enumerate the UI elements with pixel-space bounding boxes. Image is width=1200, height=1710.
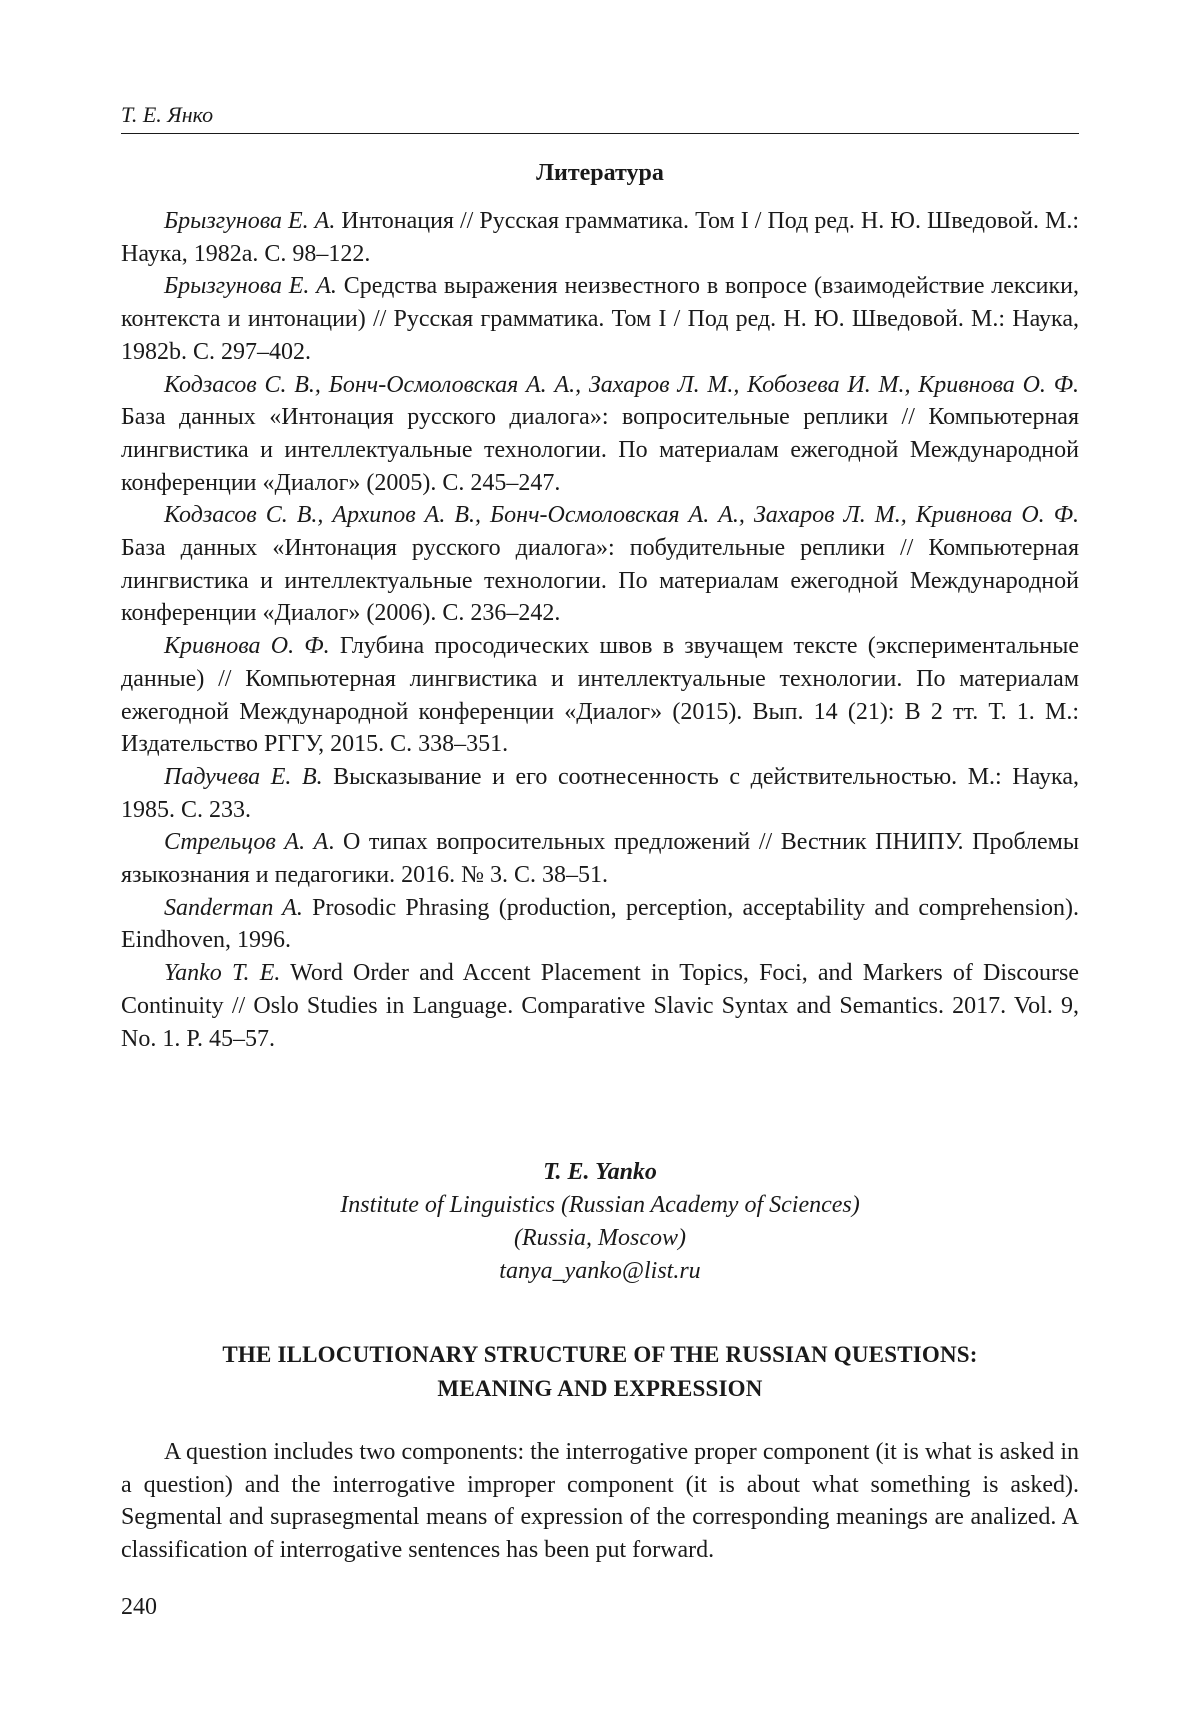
- reference-item: [121, 499, 1079, 630]
- reference-authors: Sanderman A.: [164, 894, 303, 921]
- reference-authors: Брызгунова Е. А.: [164, 273, 337, 300]
- reference-text: Интонация // Русская грамматика. Том I / Под ред. Н. Ю. Шведовой. М.: Наука, 1982a. С. 98–122.: [121, 208, 1079, 267]
- reference-authors: Кодзасов С. В., Архипов А. В., Бонч-Осмоловская А. А., Захаров Л. М., Кривнова О. Ф.: [164, 502, 1079, 529]
- page-number: 240: [121, 1594, 157, 1620]
- reference-text: Средства выражения неизвестного в вопросе (взаимодействие лексики, контекста и интонации) // Русская грамматика. Том I / Под ред. Н. Ю. Шведовой. М.: Наука, 1982b. С. 297–402.: [121, 273, 1079, 365]
- reference-item: [121, 205, 1079, 270]
- paper-title-line-1: THE ILLOCUTIONARY STRUCTURE OF THE RUSSIAN QUESTIONS:: [222, 1342, 978, 1367]
- reference-text: . О типах вопросительных предложений // Вестник ПНИПУ. Проблемы языкознания и педагогики. 2016. № 3. С. 38–51.: [121, 829, 1079, 889]
- abstract: A question includes two components: the interrogative proper component (it is what is asked in a question) and the interrogative improper component (it is about what something is asked). Segmental and suprasegmental means of expression of the corresponding meanings are analized. A classification of interrogative sentences has been put forward.: [121, 1439, 1079, 1564]
- author-block: [121, 1156, 1079, 1288]
- paper-title-line-2: MEANING AND EXPRESSION: [437, 1376, 763, 1401]
- reference-text: Prosodic Phrasing (production, perception, acceptability and comprehension). Eindhoven, 1996.: [121, 894, 1079, 954]
- reference-item: [121, 270, 1079, 368]
- author-location: (Russia, Moscow): [514, 1225, 686, 1251]
- reference-authors: Кодзасов С. В., Бонч-Осмоловская А. А., Захаров Л. М., Кобозева И. М., Кривнова О. Ф.: [164, 371, 1079, 398]
- reference-authors: Кривнова О. Ф.: [164, 633, 330, 660]
- reference-authors: Yanko T. E.: [164, 960, 281, 987]
- reference-item: [121, 826, 1079, 891]
- running-head: Т. Е. Янко: [121, 102, 214, 127]
- reference-item: [121, 369, 1079, 500]
- reference-text: База данных «Интонация русского диалога»: вопросительные реплики // Компьютерная лингвистика и интеллектуальные технологии. По материалам ежегодной Международной конференции «Диалог» (2005). С. 245–247.: [121, 404, 1079, 496]
- references-list: [121, 205, 1079, 1055]
- reference-item: [121, 892, 1079, 957]
- author-name: T. E. Yanko: [543, 1159, 657, 1185]
- reference-item: [121, 957, 1079, 1055]
- references-title: Литература: [536, 160, 664, 186]
- reference-authors: Стрельцов А. А: [164, 829, 329, 856]
- reference-authors: Падучева Е. В.: [164, 763, 323, 790]
- reference-item: [121, 761, 1079, 826]
- reference-text: Высказывание и его соотнесенность с действительностью. М.: Наука, 1985. С. 233.: [121, 763, 1079, 823]
- reference-text: Глубина просодических швов в звучащем тексте (экспериментальные данные) // Компьютерная лингвистика и интеллектуальные технологии. По материалам ежегодной Международной конференции «Диалог» (2015). Вып. 14 (21): В 2 тт. Т. 1. М.: Издательство РГГУ, 2015. С. 338–351.: [121, 633, 1079, 758]
- page: [121, 0, 1079, 1710]
- reference-authors: Брызгунова Е. А.: [164, 208, 336, 234]
- header-rule: [121, 133, 1079, 134]
- reference-text: База данных «Интонация русского диалога»: побудительные реплики // Компьютерная лингвистика и интеллектуальные технологии. По материалам ежегодной Международной конференции «Диалог» (2006). С. 236–242.: [121, 535, 1079, 627]
- paper-title: [121, 1338, 1079, 1406]
- reference-item: [121, 630, 1079, 761]
- author-affiliation: Institute of Linguistics (Russian Academy of Sciences): [340, 1192, 860, 1218]
- author-email[interactable]: tanya_yanko@list.ru: [499, 1258, 701, 1284]
- reference-text: Word Order and Accent Placement in Topics, Foci, and Markers of Discourse Continuity // Oslo Studies in Language. Comparative Slavic Syntax and Semantics. 2017. Vol. 9, No. 1. P. 45–57.: [121, 960, 1079, 1052]
